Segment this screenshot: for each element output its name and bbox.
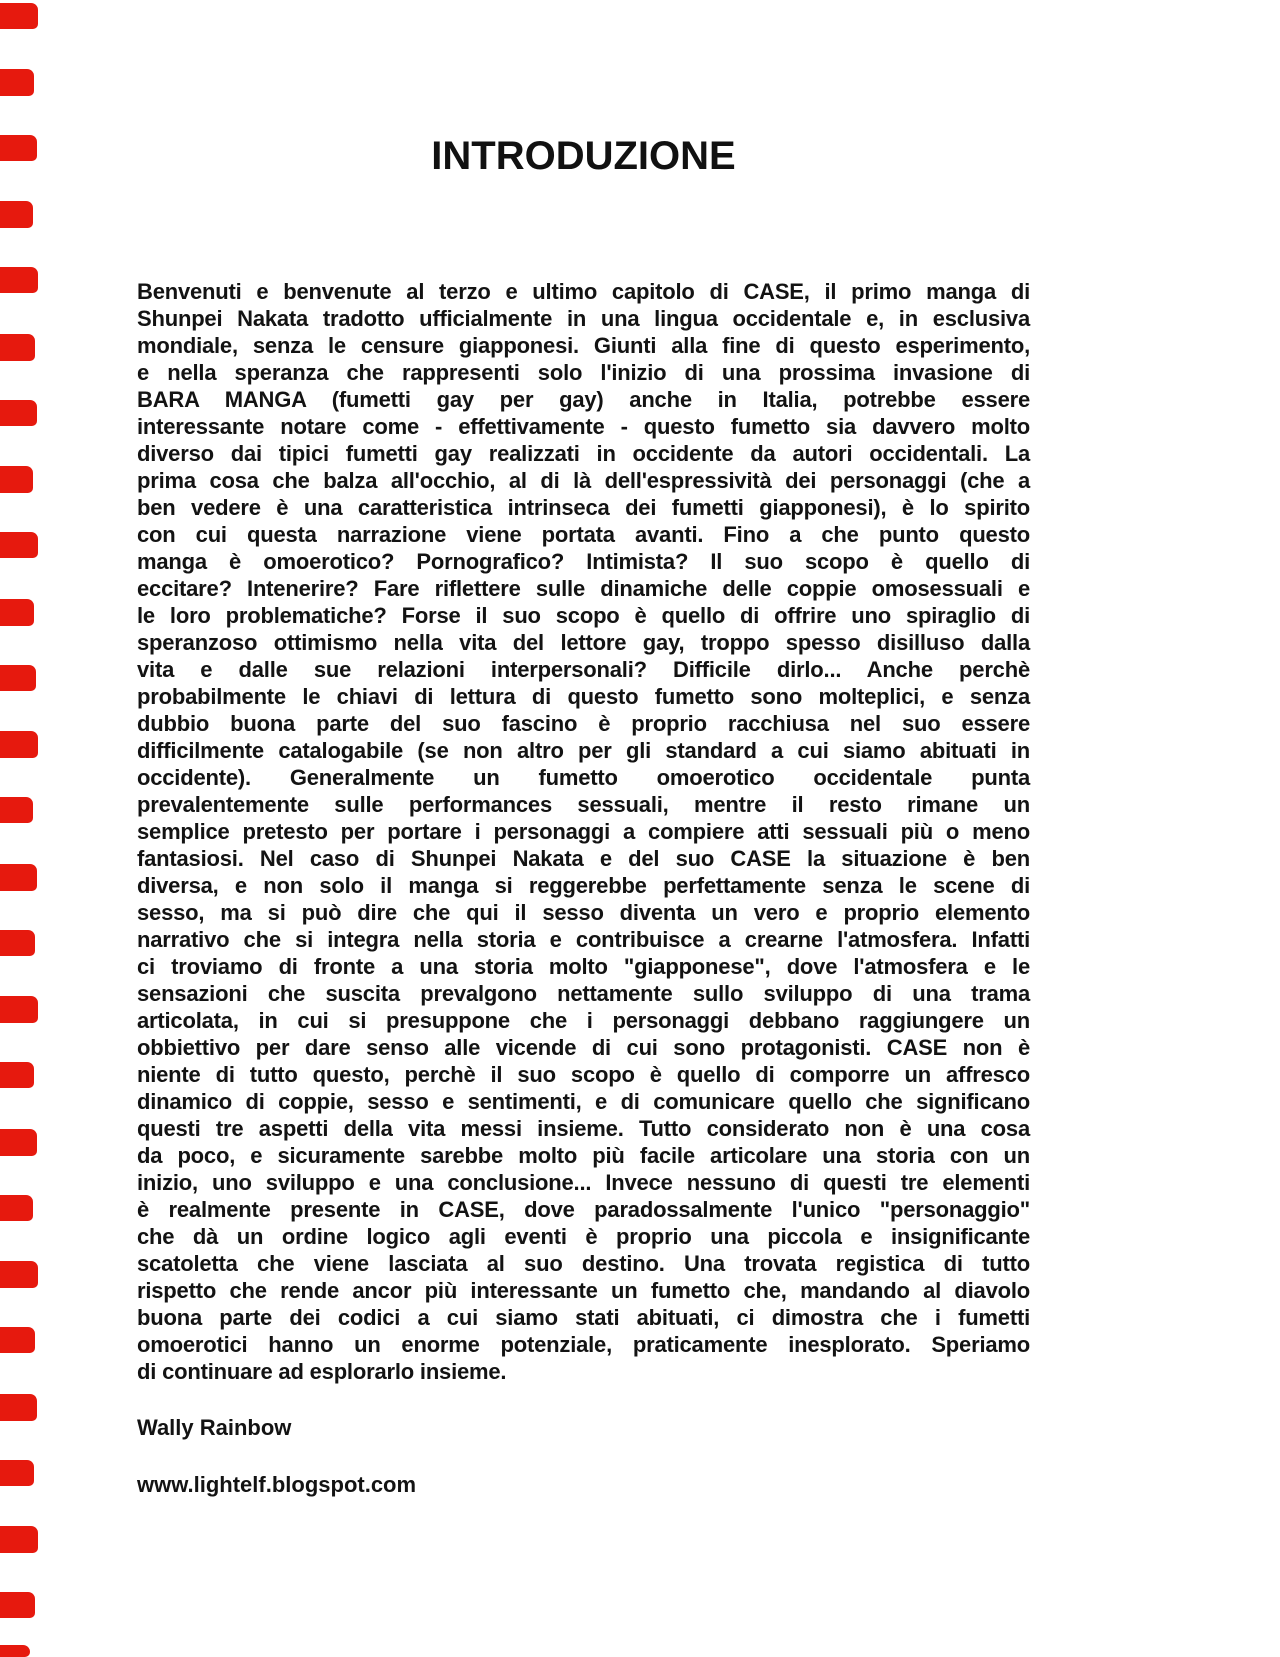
paragraph-line: inizio, uno sviluppo e una conclusione... Invece nessuno di questi tre elementi	[137, 1170, 1030, 1195]
red-scan-mark	[0, 1261, 38, 1288]
red-scan-mark	[0, 599, 34, 626]
paragraph-line: questi tre aspetti della vita messi insieme. Tutto considerato non è una cosa	[137, 1116, 1030, 1141]
red-scan-mark	[0, 1327, 35, 1353]
red-scan-mark	[0, 930, 35, 956]
red-scan-mark	[0, 1460, 34, 1486]
paragraph-line: narrativo che si integra nella storia e contribuisce a crearne l'atmosfera. Infatti	[137, 927, 1030, 952]
red-scan-mark	[0, 3, 38, 29]
paragraph-line: sesso, ma si può dire che qui il sesso diventa un vero e proprio elemento	[137, 900, 1030, 925]
paragraph-line: sensazioni che suscita prevalgono nettamente sullo sviluppo di una trama	[137, 981, 1030, 1006]
red-scan-mark	[0, 334, 35, 361]
paragraph-line: eccitare? Intenerire? Fare riflettere sulle dinamiche delle coppie omosessuali e	[137, 576, 1030, 601]
paragraph-line: diverso dai tipici fumetti gay realizzati in occidente da autori occidentali. La	[137, 441, 1030, 466]
paragraph-line: prima cosa che balza all'occhio, al di là dell'espressività dei personaggi (che a	[137, 468, 1030, 493]
paragraph-line: rispetto che rende ancor più interessante un fumetto che, mandando al diavolo	[137, 1278, 1030, 1303]
paragraph-line: semplice pretesto per portare i personaggi a compiere atti sessuali più o meno	[137, 819, 1030, 844]
paragraph-line: buona parte dei codici a cui siamo stati abituati, ci dimostra che i fumetti	[137, 1305, 1030, 1330]
paragraph-line: scatoletta che viene lasciata al suo destino. Una trovata registica di tutto	[137, 1251, 1030, 1276]
author-signature: Wally Rainbow	[137, 1415, 292, 1440]
paragraph-line: niente di tutto questo, perchè il suo scopo è quello di comporre un affresco	[137, 1062, 1030, 1087]
paragraph-line: interessante notare come - effettivamente - questo fumetto sia davvero molto	[137, 414, 1030, 439]
paragraph-line: probabilmente le chiavi di lettura di questo fumetto sono molteplici, e senza	[137, 684, 1030, 709]
website-url: www.lightelf.blogspot.com	[137, 1472, 417, 1497]
red-scan-mark	[0, 135, 37, 161]
paragraph-line: di continuare ad esplorarlo insieme.	[137, 1359, 507, 1384]
paragraph-line: prevalentemente sulle performances sessuali, mentre il resto rimane un	[137, 792, 1030, 817]
red-scan-mark	[0, 1195, 33, 1221]
paragraph-line: speranzoso ottimismo nella vita del lettore gay, troppo spesso disilluso dalla	[137, 630, 1030, 655]
paragraph-line: mondiale, senza le censure giapponesi. Giunti alla fine di questo esperimento,	[137, 333, 1030, 358]
paragraph-line: fantasiosi. Nel caso di Shunpei Nakata e del suo CASE la situazione è ben	[137, 846, 1030, 871]
paragraph-line: le loro problematiche? Forse il suo scopo è quello di offrire uno spiraglio di	[137, 603, 1030, 628]
red-scan-mark	[0, 400, 37, 426]
paragraph-line: dinamico di coppie, sesso e sentimenti, e di comunicare quello che significano	[137, 1089, 1030, 1114]
paragraph-line: ci troviamo di fronte a una storia molto "giapponese", dove l'atmosfera e le	[137, 954, 1030, 979]
paragraph-line: manga è omoerotico? Pornografico? Intimista? Il suo scopo è quello di	[137, 549, 1030, 574]
paragraph-line: difficilmente catalogabile (se non altro per gli standard a cui siamo abituati in	[137, 738, 1030, 763]
paragraph-line: diversa, e non solo il manga si reggerebbe perfettamente senza le scene di	[137, 873, 1030, 898]
red-scan-mark	[0, 1129, 37, 1156]
paragraph-line: con cui questa narrazione viene portata avanti. Fino a che punto questo	[137, 522, 1030, 547]
red-scan-mark	[0, 69, 34, 96]
red-scan-mark	[0, 1394, 37, 1421]
red-scan-mark	[0, 267, 38, 293]
red-scan-mark	[0, 797, 33, 823]
paragraph-line: e nella speranza che rappresenti solo l'inizio di una prossima invasione di	[137, 360, 1030, 385]
red-scan-mark	[0, 532, 38, 558]
paragraph-line: BARA MANGA (fumetti gay per gay) anche in Italia, potrebbe essere	[137, 387, 1030, 412]
paragraph-line: che dà un ordine logico agli eventi è proprio una piccola e insignificante	[137, 1224, 1030, 1249]
paragraph-line: è realmente presente in CASE, dove paradossalmente l'unico "personaggio"	[137, 1197, 1030, 1222]
paragraph-line: ben vedere è una caratteristica intrinseca dei fumetti giapponesi), è lo spirito	[137, 495, 1030, 520]
red-scan-mark	[0, 1526, 38, 1553]
paragraph-line: dubbio buona parte del suo fascino è proprio racchiusa nel suo essere	[137, 711, 1030, 736]
paragraph-line: omoerotici hanno un enorme potenziale, praticamente inesplorato. Speriamo	[137, 1332, 1030, 1357]
red-scan-mark	[0, 201, 33, 228]
red-scan-mark	[0, 466, 33, 493]
red-scan-mark	[0, 1645, 30, 1657]
paragraph-line: vita e dalle sue relazioni interpersonali? Difficile dirlo... Anche perchè	[137, 657, 1030, 682]
red-scan-mark	[0, 864, 37, 891]
red-scan-mark	[0, 665, 36, 691]
paragraph-line: obbiettivo per dare senso alle vicende di cui sono protagonisti. CASE non è	[137, 1035, 1030, 1060]
red-scan-mark	[0, 996, 38, 1023]
paragraph-line: Benvenuti e benvenute al terzo e ultimo capitolo di CASE, il primo manga di	[137, 279, 1030, 304]
red-scan-mark	[0, 1592, 35, 1618]
paragraph-line: occidente). Generalmente un fumetto omoerotico occidentale punta	[137, 765, 1030, 790]
document-title: INTRODUZIONE	[431, 134, 736, 178]
paragraph-line: articolata, in cui si presuppone che i personaggi debbano raggiungere un	[137, 1008, 1030, 1033]
paragraph-line: Shunpei Nakata tradotto ufficialmente in una lingua occidentale e, in esclusiva	[137, 306, 1030, 331]
paragraph-line: da poco, e sicuramente sarebbe molto più facile articolare una storia con un	[137, 1143, 1030, 1168]
scan-edge-artifacts	[0, 0, 60, 1657]
red-scan-mark	[0, 1062, 34, 1088]
intro-paragraph	[137, 278, 1030, 1385]
red-scan-mark	[0, 731, 38, 758]
